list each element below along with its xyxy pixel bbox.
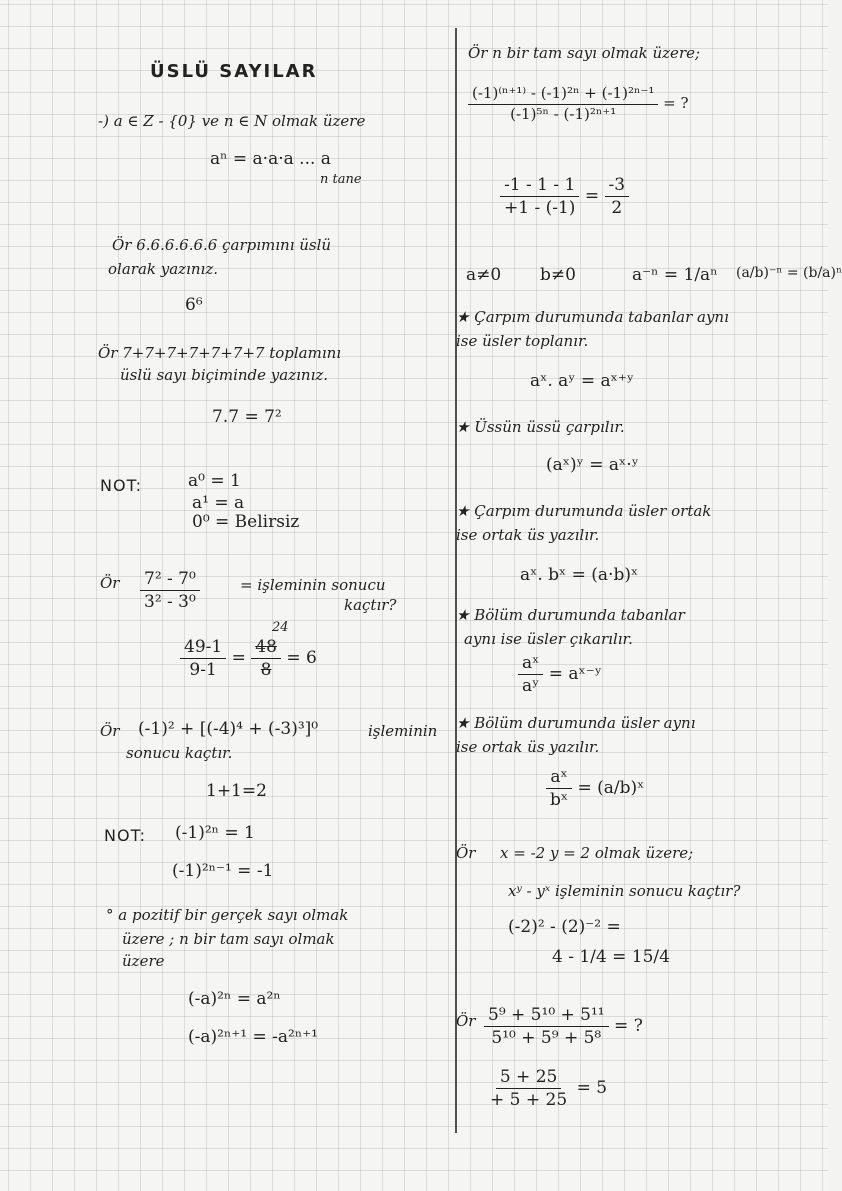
- rule3-text-1: ★ Çarpım durumunda üsler ortak: [456, 502, 712, 520]
- definition-formula: aⁿ = a·a·a ... a: [210, 149, 331, 169]
- q7-label: Ör: [456, 1012, 476, 1030]
- q3-result: = 6: [286, 648, 317, 669]
- q1-answer: 6⁶: [185, 295, 203, 315]
- note-label-1: NOT:: [100, 476, 142, 495]
- q1-text-2: olarak yazınız.: [108, 260, 218, 278]
- q5-text: Ör n bir tam sayı olmak üzere;: [468, 44, 701, 62]
- q5-den: (-1)⁵ⁿ - (-1)²ⁿ⁺¹: [510, 104, 617, 123]
- note2-line-1: (-1)²ⁿ = 1: [175, 823, 255, 843]
- rule4-den: aʸ: [522, 676, 540, 697]
- q3-sol-num-2: 48: [251, 636, 281, 659]
- note1-line-2: a¹ = a: [192, 493, 245, 513]
- note2-line-2: (-1)²ⁿ⁻¹ = -1: [172, 861, 274, 881]
- rule4-text-2: aynı ise üsler çıkarılır.: [464, 630, 633, 648]
- rule5-formula: [546, 766, 644, 811]
- q3-fraction: [140, 568, 200, 613]
- page-title: ÜSLÜ SAYILAR: [150, 61, 318, 82]
- note1-line-3: 0⁰ = Belirsiz: [192, 512, 300, 532]
- rule5-text-2: ise ortak üs yazılır.: [456, 738, 600, 756]
- q5-solution: $\frac{-1 - 1 - 1}{+1 - (-1)}$ = $\frac{-3}{2}$: [500, 174, 629, 219]
- rule0-a: a≠0: [466, 265, 502, 285]
- q3-num: 7² - 7⁰: [140, 568, 200, 591]
- q5-question-mark: = ?: [663, 94, 689, 112]
- definition-line: -) a ∈ Z - {0} ve n ∈ N olmak üzere: [98, 112, 366, 130]
- q6-text: x = -2 y = 2 olmak üzere;: [500, 844, 694, 862]
- q7-solution: [486, 1066, 607, 1111]
- q5-sol-res-num: -3: [605, 174, 630, 197]
- note1-line-1: a⁰ = 1: [188, 471, 241, 491]
- definition-under: n tane: [320, 172, 362, 187]
- q7-sol-num: 5 + 25: [496, 1066, 562, 1089]
- column-divider: [455, 28, 457, 1133]
- rule4-result: = aˣ⁻ʸ: [548, 664, 602, 685]
- q4-answer: 1+1=2: [206, 781, 267, 801]
- q3-solution: $\frac{49-1}{9-1}$ = $\frac{48}{8}$ = 6: [180, 636, 317, 681]
- q5-sol-res-den: 2: [611, 198, 623, 219]
- rule1-formula: aˣ. aʸ = aˣ⁺ʸ: [530, 371, 635, 391]
- rule5-result: = (a/b)ˣ: [577, 778, 645, 799]
- q4-text-2: sonucu kaçtır.: [126, 744, 233, 762]
- q3-label: Ör: [100, 574, 120, 592]
- q6-label: Ör: [456, 844, 476, 862]
- rule1-text-1: ★ Çarpım durumunda tabanlar aynı: [456, 308, 729, 326]
- rule2-text: ★ Üssün üssü çarpılır.: [456, 418, 625, 436]
- note-label-2: NOT:: [104, 826, 146, 845]
- rule0-d: (a/b)⁻ⁿ = (b/a)ⁿ: [736, 265, 842, 281]
- q6-question: xʸ - yˣ işleminin sonucu kaçtır?: [508, 882, 741, 900]
- q4-text-1: işleminin: [368, 722, 438, 740]
- rule3-formula: aˣ. bˣ = (a·b)ˣ: [520, 565, 639, 585]
- q7-question-mark: = ?: [614, 1016, 643, 1037]
- rule4-text-1: ★ Bölüm durumunda tabanlar: [456, 606, 685, 624]
- q2-text-1: Ör 7+7+7+7+7+7+7 toplamını: [98, 344, 342, 362]
- q3-sol-den: 9-1: [189, 660, 217, 681]
- rule1-text-2: ise üsler toplanır.: [456, 332, 589, 350]
- rule5-den: bˣ: [550, 790, 569, 811]
- rule4-formula: [518, 652, 602, 697]
- q1-text-1: Ör 6.6.6.6.6.6 çarpımını üslü: [112, 236, 332, 254]
- q3-text-1: = işleminin sonucu: [240, 576, 386, 594]
- q3-text-2: kaçtır?: [344, 596, 397, 614]
- rule3-text-2: ise ortak üs yazılır.: [456, 526, 600, 544]
- positive-formula-1: (-a)²ⁿ = a²ⁿ: [188, 989, 281, 1009]
- rule5-text-1: ★ Bölüm durumunda üsler aynı: [456, 714, 696, 732]
- rule0-b: b≠0: [540, 265, 576, 285]
- q5-sol-num: -1 - 1 - 1: [500, 174, 579, 197]
- q5-fraction: [468, 84, 689, 124]
- q3-den: 3² - 3⁰: [144, 592, 196, 613]
- positive-line-3: üzere: [122, 952, 165, 970]
- rule2-formula: (aˣ)ʸ = aˣ·ʸ: [546, 455, 639, 475]
- rule0-c: a⁻ⁿ = 1/aⁿ: [632, 265, 718, 285]
- q7-sol-den: + 5 + 25: [490, 1090, 568, 1111]
- q7-den: 5¹⁰ + 5⁹ + 5⁸: [491, 1028, 602, 1049]
- q7-num: 5⁹ + 5¹⁰ + 5¹¹: [484, 1004, 609, 1027]
- positive-line-1: ° a pozitif bir gerçek sayı olmak: [106, 906, 349, 924]
- q4-label: Ör: [100, 722, 120, 740]
- q7-result: = 5: [576, 1078, 608, 1099]
- rule4-num: aˣ: [518, 652, 543, 675]
- positive-line-2: üzere ; n bir tam sayı olmak: [122, 930, 335, 948]
- rule5-num: aˣ: [546, 766, 571, 789]
- positive-formula-2: (-a)²ⁿ⁺¹ = -a²ⁿ⁺¹: [188, 1027, 318, 1047]
- q2-answer: 7.7 = 7²: [212, 407, 282, 427]
- q4-expression: (-1)² + [(-4)⁴ + (-3)³]⁰: [138, 719, 319, 739]
- q3-sol-num: 49-1: [180, 636, 226, 659]
- q3-mark: 24: [272, 620, 289, 635]
- q2-text-2: üslü sayı biçiminde yazınız.: [120, 366, 329, 384]
- q5-sol-den: +1 - (-1): [504, 198, 576, 219]
- q6-step-1: (-2)² - (2)⁻² =: [508, 917, 621, 937]
- q6-step-2: 4 - 1/4 = 15/4: [552, 947, 670, 967]
- q7-fraction: [484, 1004, 643, 1049]
- q3-sol-den-2: 8: [260, 660, 272, 681]
- q5-num: (-1)⁽ⁿ⁺¹⁾ - (-1)²ⁿ + (-1)²ⁿ⁻¹: [468, 84, 658, 105]
